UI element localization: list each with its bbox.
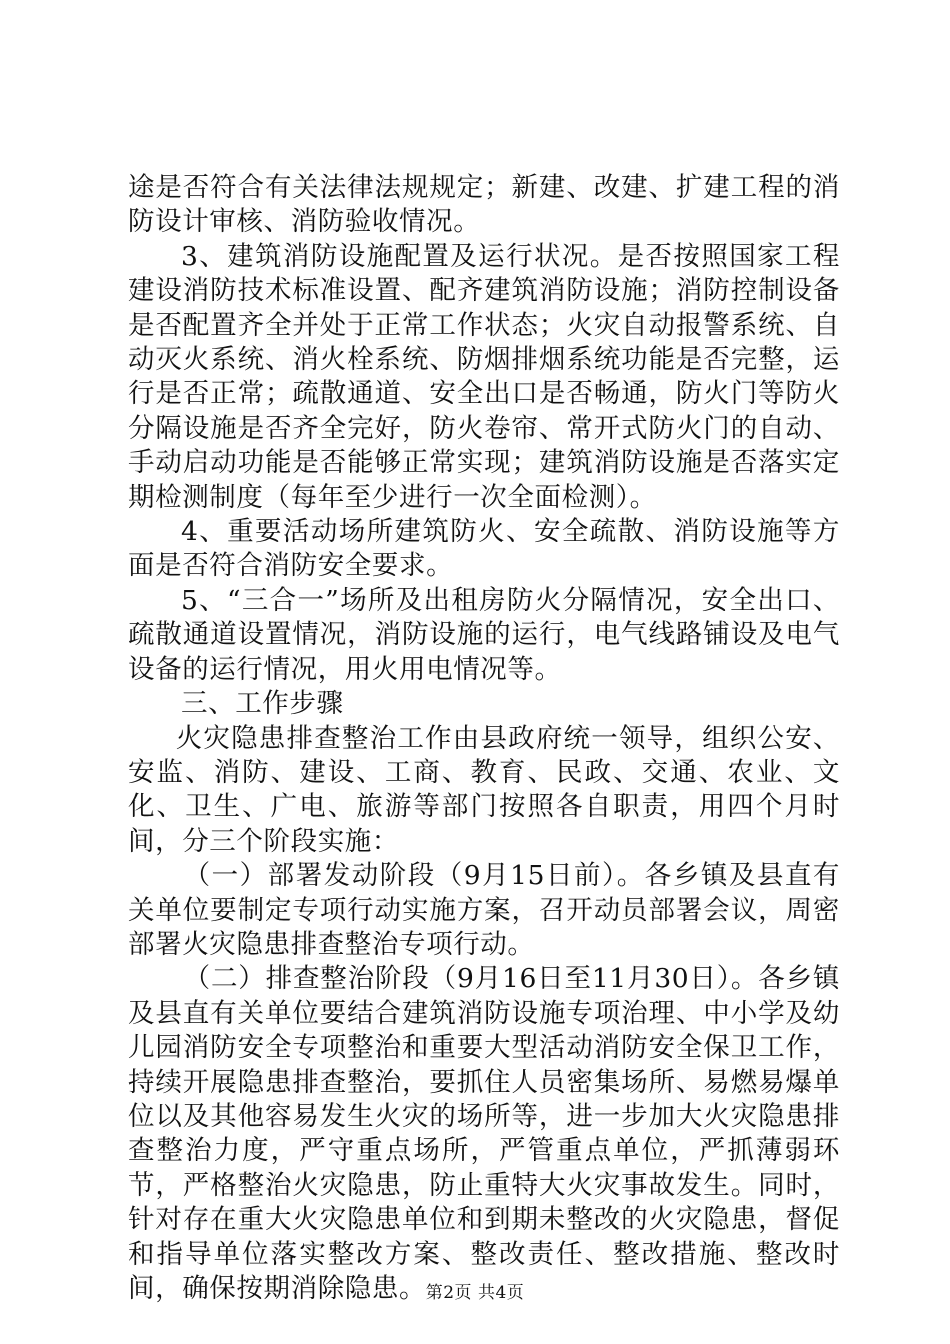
document-body — [128, 171, 840, 1306]
paragraph-continuation: 途是否符合有关法律法规规定；新建、改建、扩建工程的消防设计审核、消防验收情况。 — [128, 172, 840, 238]
paragraph-stage-1: （一）部署发动阶段（9月15日前）。各乡镇及县直有关单位要制定专项行动实施方案，召开动员部署会议，周密部署火灾隐患排查整治专项行动。 — [128, 860, 840, 960]
paragraph-item-3: 3、建筑消防设施配置及运行状况。是否按照国家工程建设消防技术标准设置、配齐建筑消防设施；消防控制设备是否配置齐全并处于正常工作状态；火灾自动报警系统、自动灭火系统、消火栓系统、防烟排烟系统功能是否完整，运行是否正常；疏散通道、安全出口是否畅通，防火门等防火分隔设施是否齐全完好，防火卷帘、常开式防火门的自动、手动启动功能是否能够正常实现；建筑消防设施是否落实定期检测制度（每年至少进行一次全面检测）。 — [128, 240, 840, 513]
section-heading-work-steps: 三、工作步骤 — [181, 688, 344, 720]
paragraph-stage-2: （二）排查整治阶段（9月16日至11月30日）。各乡镇及县直有关单位要结合建筑消防设施专项治理、中小学及幼儿园消防安全专项整治和重要大型活动消防安全保卫工作，持续开展隐患排查整治，要抓住人员密集场所、易燃易爆单位以及其他容易发生火灾的场所等，进一步加大火灾隐患排查整治力度，严守重点场所，严管重点单位，严抓薄弱环节，严格整治火灾隐患，防止重特大火灾事故发生。同时，针对存在重大火灾隐患单位和到期未整改的火灾隐患，督促和指导单位落实整改方案、整改责任、整改措施、整改时间，确保按期消除隐患。 — [128, 963, 840, 1304]
paragraph-item-5: 5、“三合一”场所及出租房防火分隔情况，安全出口、疏散通道设置情况，消防设施的运行，电气线路铺设及电气设备的运行情况，用火用电情况等。 — [128, 584, 840, 685]
paragraph-work-steps-intro: 火灾隐患排查整治工作由县政府统一领导，组织公安、安监、消防、建设、工商、教育、民政、交通、农业、文化、卫生、广电、旅游等部门按照各自职责，用四个月时间，分三个阶段实施： — [128, 722, 840, 857]
page-number-footer: 第2页 共4页 — [425, 1283, 525, 1303]
paragraph-item-4: 4、重要活动场所建筑防火、安全疏散、消防设施等方面是否符合消防安全要求。 — [128, 516, 840, 582]
